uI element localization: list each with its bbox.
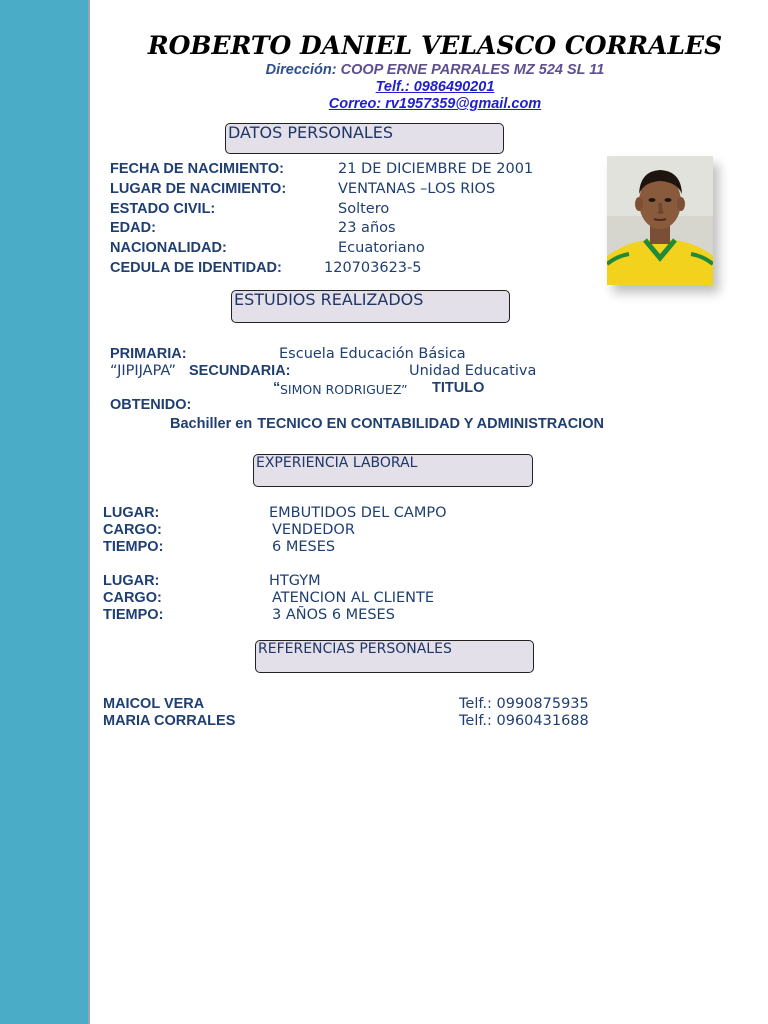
id-label: CEDULA DE IDENTIDAD: <box>110 260 282 276</box>
reference-2-name: MARIA CORRALES <box>103 713 236 729</box>
primary-label: PRIMARIA: <box>110 346 187 362</box>
section-references-heading: REFERENCIAS PERSONALES <box>255 640 534 673</box>
civil-status-label: ESTADO CIVIL: <box>110 201 216 217</box>
primary-school-name: “JIPIJAPA” <box>110 363 177 379</box>
job-1-position-label: CARGO: <box>103 522 162 538</box>
civil-status-value: Soltero <box>338 201 390 217</box>
job-2-position-label: CARGO: <box>103 590 162 606</box>
degree-prefix: Bachiller en <box>170 416 253 432</box>
person-portrait-icon <box>607 156 713 285</box>
reference-1-name: MAICOL VERA <box>103 696 205 712</box>
age-value: 23 años <box>338 220 396 236</box>
secondary-school-value: Unidad Educativa <box>409 363 537 379</box>
phone-link[interactable]: Telf.: 0986490201 <box>375 79 495 95</box>
job-2-position: ATENCION AL CLIENTE <box>272 590 435 606</box>
title-label: TITULO <box>432 380 485 396</box>
age-label: EDAD: <box>110 220 156 236</box>
secondary-label: SECUNDARIA: <box>189 363 291 379</box>
job-1-position: VENDEDOR <box>272 522 355 538</box>
reference-2-phone: Telf.: 0960431688 <box>459 713 589 729</box>
profile-photo <box>607 156 713 285</box>
email-link[interactable]: Correo: rv1957359@gmail.com <box>328 96 542 112</box>
job-1-place: EMBUTIDOS DEL CAMPO <box>269 505 447 521</box>
birth-place-value: VENTANAS –LOS RIOS <box>338 181 496 197</box>
job-1-time: 6 MESES <box>272 539 336 555</box>
job-1-place-label: LUGAR: <box>103 505 160 521</box>
secondary-school-name: SIMON RODRIGUEZ” <box>280 382 408 397</box>
sidebar-stripe <box>0 0 90 1024</box>
reference-1-phone: Telf.: 0990875935 <box>459 696 589 712</box>
nationality-value: Ecuatoriano <box>338 240 425 256</box>
job-2-place-label: LUGAR: <box>103 573 160 589</box>
address-value: COOP ERNE PARRALES MZ 524 SL 11 <box>340 62 605 78</box>
nationality-label: NACIONALIDAD: <box>110 240 227 256</box>
address-line <box>90 62 768 78</box>
address-label: Dirección: <box>265 62 337 78</box>
job-2-place: HTGYM <box>269 573 321 589</box>
section-studies-heading: ESTUDIOS REALIZADOS <box>231 290 510 323</box>
birth-place-label: LUGAR DE NACIMIENTO: <box>110 181 287 197</box>
job-2-time-label: TIEMPO: <box>103 607 164 623</box>
degree-value: TECNICO EN CONTABILIDAD Y ADMINISTRACION <box>257 416 604 432</box>
secondary-quote-open: “ <box>273 380 281 396</box>
degree-line <box>170 413 604 432</box>
candidate-name: ROBERTO DANIEL VELASCO CORRALES <box>147 31 723 60</box>
primary-school-value: Escuela Educación Básica <box>279 346 466 362</box>
job-2-time: 3 AÑOS 6 MESES <box>272 607 395 623</box>
id-value: 120703623-5 <box>324 260 422 276</box>
section-experience-heading: EXPERIENCIA LABORAL <box>253 454 533 487</box>
birth-date-value: 21 DE DICIEMBRE DE 2001 <box>338 161 534 177</box>
birth-date-label: FECHA DE NACIMIENTO: <box>110 161 284 177</box>
job-1-time-label: TIEMPO: <box>103 539 164 555</box>
obtained-label: OBTENIDO: <box>110 397 192 413</box>
section-personal-heading: DATOS PERSONALES <box>225 123 504 154</box>
